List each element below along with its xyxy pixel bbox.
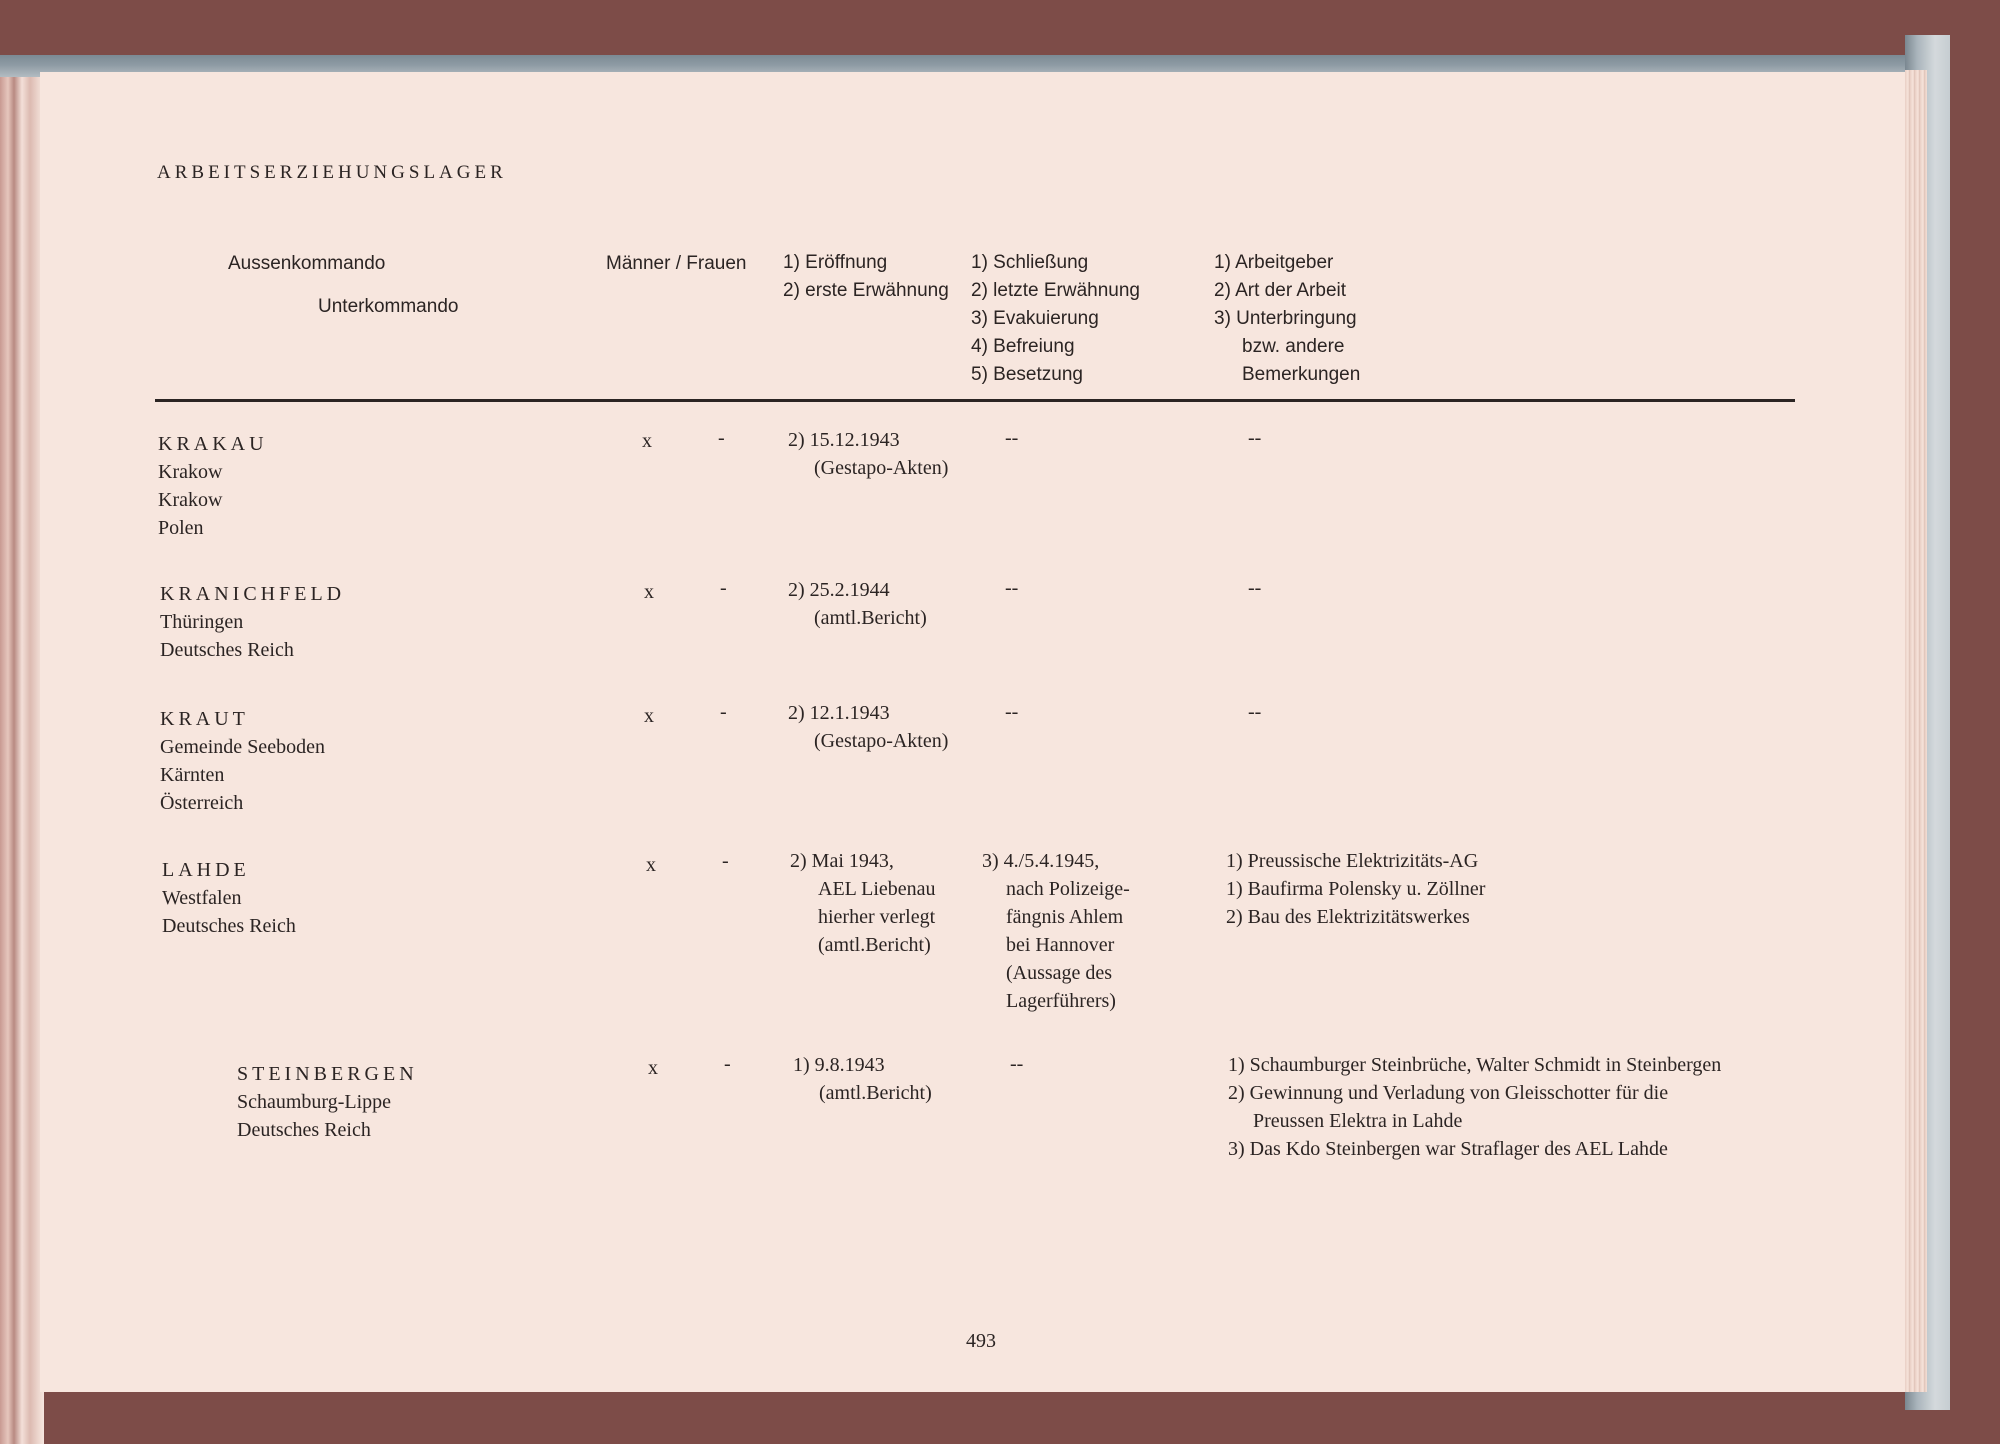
header-arbeitgeber-line: 3) Unterbringung (1214, 308, 1357, 329)
employer-cell (1226, 851, 1485, 935)
employer-cell: -- (1248, 701, 1262, 723)
camp-place: Deutsches Reich (162, 915, 296, 937)
opening-line: (Gestapo-Akten) (814, 730, 949, 752)
page-number: 493 (966, 1330, 996, 1352)
closing-cell: -- (1005, 701, 1019, 723)
header-schliessung-line: 3) Evakuierung (971, 308, 1099, 329)
employer-line: 1) Preussische Elektrizitäts-AG (1226, 850, 1479, 872)
women-mark: - (720, 577, 727, 599)
opening-line: (Gestapo-Akten) (814, 457, 949, 479)
employer-line: 3) Das Kdo Steinbergen war Straflager des AEL Lahde (1228, 1138, 1668, 1160)
closing-line: fängnis Ahlem (1006, 906, 1124, 928)
camp-name: KRAKAU (158, 433, 268, 455)
men-mark: x (646, 854, 656, 876)
closing-cell (982, 851, 1130, 1019)
header-eroeffnung-line: 1) Eröffnung (783, 252, 888, 273)
opening-line: (amtl.Bericht) (814, 607, 927, 629)
women-mark: - (722, 850, 729, 872)
closing-cell: -- (1010, 1053, 1024, 1075)
men-mark: x (648, 1057, 658, 1079)
table-row (237, 1064, 418, 1148)
opening-cell (788, 703, 948, 759)
table-row (162, 860, 296, 944)
camp-place: Westfalen (162, 887, 242, 909)
running-head: ARBEITSERZIEHUNGSLAGER (157, 162, 507, 183)
header-aussenkommando: Aussenkommando (228, 253, 386, 274)
opening-line: (amtl.Bericht) (818, 934, 931, 956)
camp-place: Thüringen (160, 611, 244, 633)
opening-cell (788, 580, 927, 636)
camp-name: STEINBERGEN (237, 1063, 418, 1085)
header-arbeitgeber-line: 1) Arbeitgeber (1214, 252, 1334, 273)
header-arbeitgeber-line: Bemerkungen (1242, 364, 1361, 385)
employer-line: 2) Gewinnung und Verladung von Gleisschotter für die (1228, 1082, 1669, 1104)
closing-line: (Aussage des (1006, 962, 1113, 984)
closing-line: Lagerführers) (1006, 990, 1116, 1012)
opening-line: 1) 9.8.1943 (793, 1054, 885, 1076)
opening-line: 2) Mai 1943, (790, 850, 894, 872)
header-schliessung-line: 4) Befreiung (971, 336, 1075, 357)
camp-place: Gemeinde Seeboden (160, 736, 325, 758)
table-row (160, 709, 325, 821)
opening-line: 2) 12.1.1943 (788, 702, 890, 724)
closing-line: bei Hannover (1006, 934, 1115, 956)
camp-name: KRANICHFELD (160, 583, 346, 605)
camp-place: Krakow (158, 461, 223, 483)
men-mark: x (644, 705, 654, 727)
camp-place: Deutsches Reich (160, 639, 294, 661)
camp-name: KRAUT (160, 708, 249, 730)
camp-place: Krakow (158, 489, 223, 511)
header-arbeitgeber-line: 2) Art der Arbeit (1214, 280, 1347, 301)
employer-cell: -- (1248, 577, 1262, 599)
header-eroeffnung-line: 2) erste Erwähnung (783, 280, 949, 301)
men-mark: x (644, 581, 654, 603)
employer-cell (1228, 1055, 1721, 1167)
table-row (158, 434, 268, 546)
employer-line: 1) Schaumburger Steinbrüche, Walter Schmidt in Steinbergen (1228, 1054, 1722, 1076)
women-mark: - (724, 1053, 731, 1075)
opening-cell (793, 1055, 932, 1111)
closing-cell: -- (1005, 427, 1019, 449)
employer-cell: -- (1248, 427, 1262, 449)
header-arbeitgeber (1214, 253, 1360, 393)
opening-line: (amtl.Bericht) (819, 1082, 932, 1104)
camp-place: Österreich (160, 792, 244, 814)
opening-cell (790, 851, 936, 963)
opening-cell (788, 430, 948, 486)
camp-place: Schaumburg-Lippe (237, 1091, 392, 1113)
header-schliessung-line: 2) letzte Erwähnung (971, 280, 1140, 301)
header-schliessung (971, 253, 1140, 393)
camp-name: LAHDE (162, 859, 250, 881)
table-row (160, 584, 345, 668)
camp-place: Polen (158, 517, 204, 539)
employer-line: 1) Baufirma Polensky u. Zöllner (1226, 878, 1486, 900)
closing-cell: -- (1005, 577, 1019, 599)
employer-line: 2) Bau des Elektrizitätswerkes (1226, 906, 1470, 928)
header-rule (155, 399, 1795, 402)
header-eroeffnung (783, 253, 949, 309)
opening-line: 2) 15.12.1943 (788, 429, 900, 451)
opening-line: hierher verlegt (818, 906, 936, 928)
header-arbeitgeber-line: bzw. andere (1242, 336, 1345, 357)
closing-line: 3) 4./5.4.1945, (982, 850, 1100, 872)
header-schliessung-line: 5) Besetzung (971, 364, 1083, 385)
header-unterkommando: Unterkommando (318, 296, 459, 317)
women-mark: - (720, 701, 727, 723)
header-maenner-frauen: Männer / Frauen (606, 253, 747, 274)
camp-place: Kärnten (160, 764, 225, 786)
closing-line: nach Polizeige- (1006, 878, 1130, 900)
opening-line: 2) 25.2.1944 (788, 579, 890, 601)
men-mark: x (642, 430, 652, 452)
book-binding-left (0, 55, 44, 1444)
page-stack-edge (1905, 70, 1927, 1392)
women-mark: - (718, 427, 725, 449)
header-schliessung-line: 1) Schließung (971, 252, 1089, 273)
opening-line: AEL Liebenau (818, 878, 936, 900)
camp-place: Deutsches Reich (237, 1119, 371, 1141)
employer-line: Preussen Elektra in Lahde (1253, 1110, 1463, 1132)
